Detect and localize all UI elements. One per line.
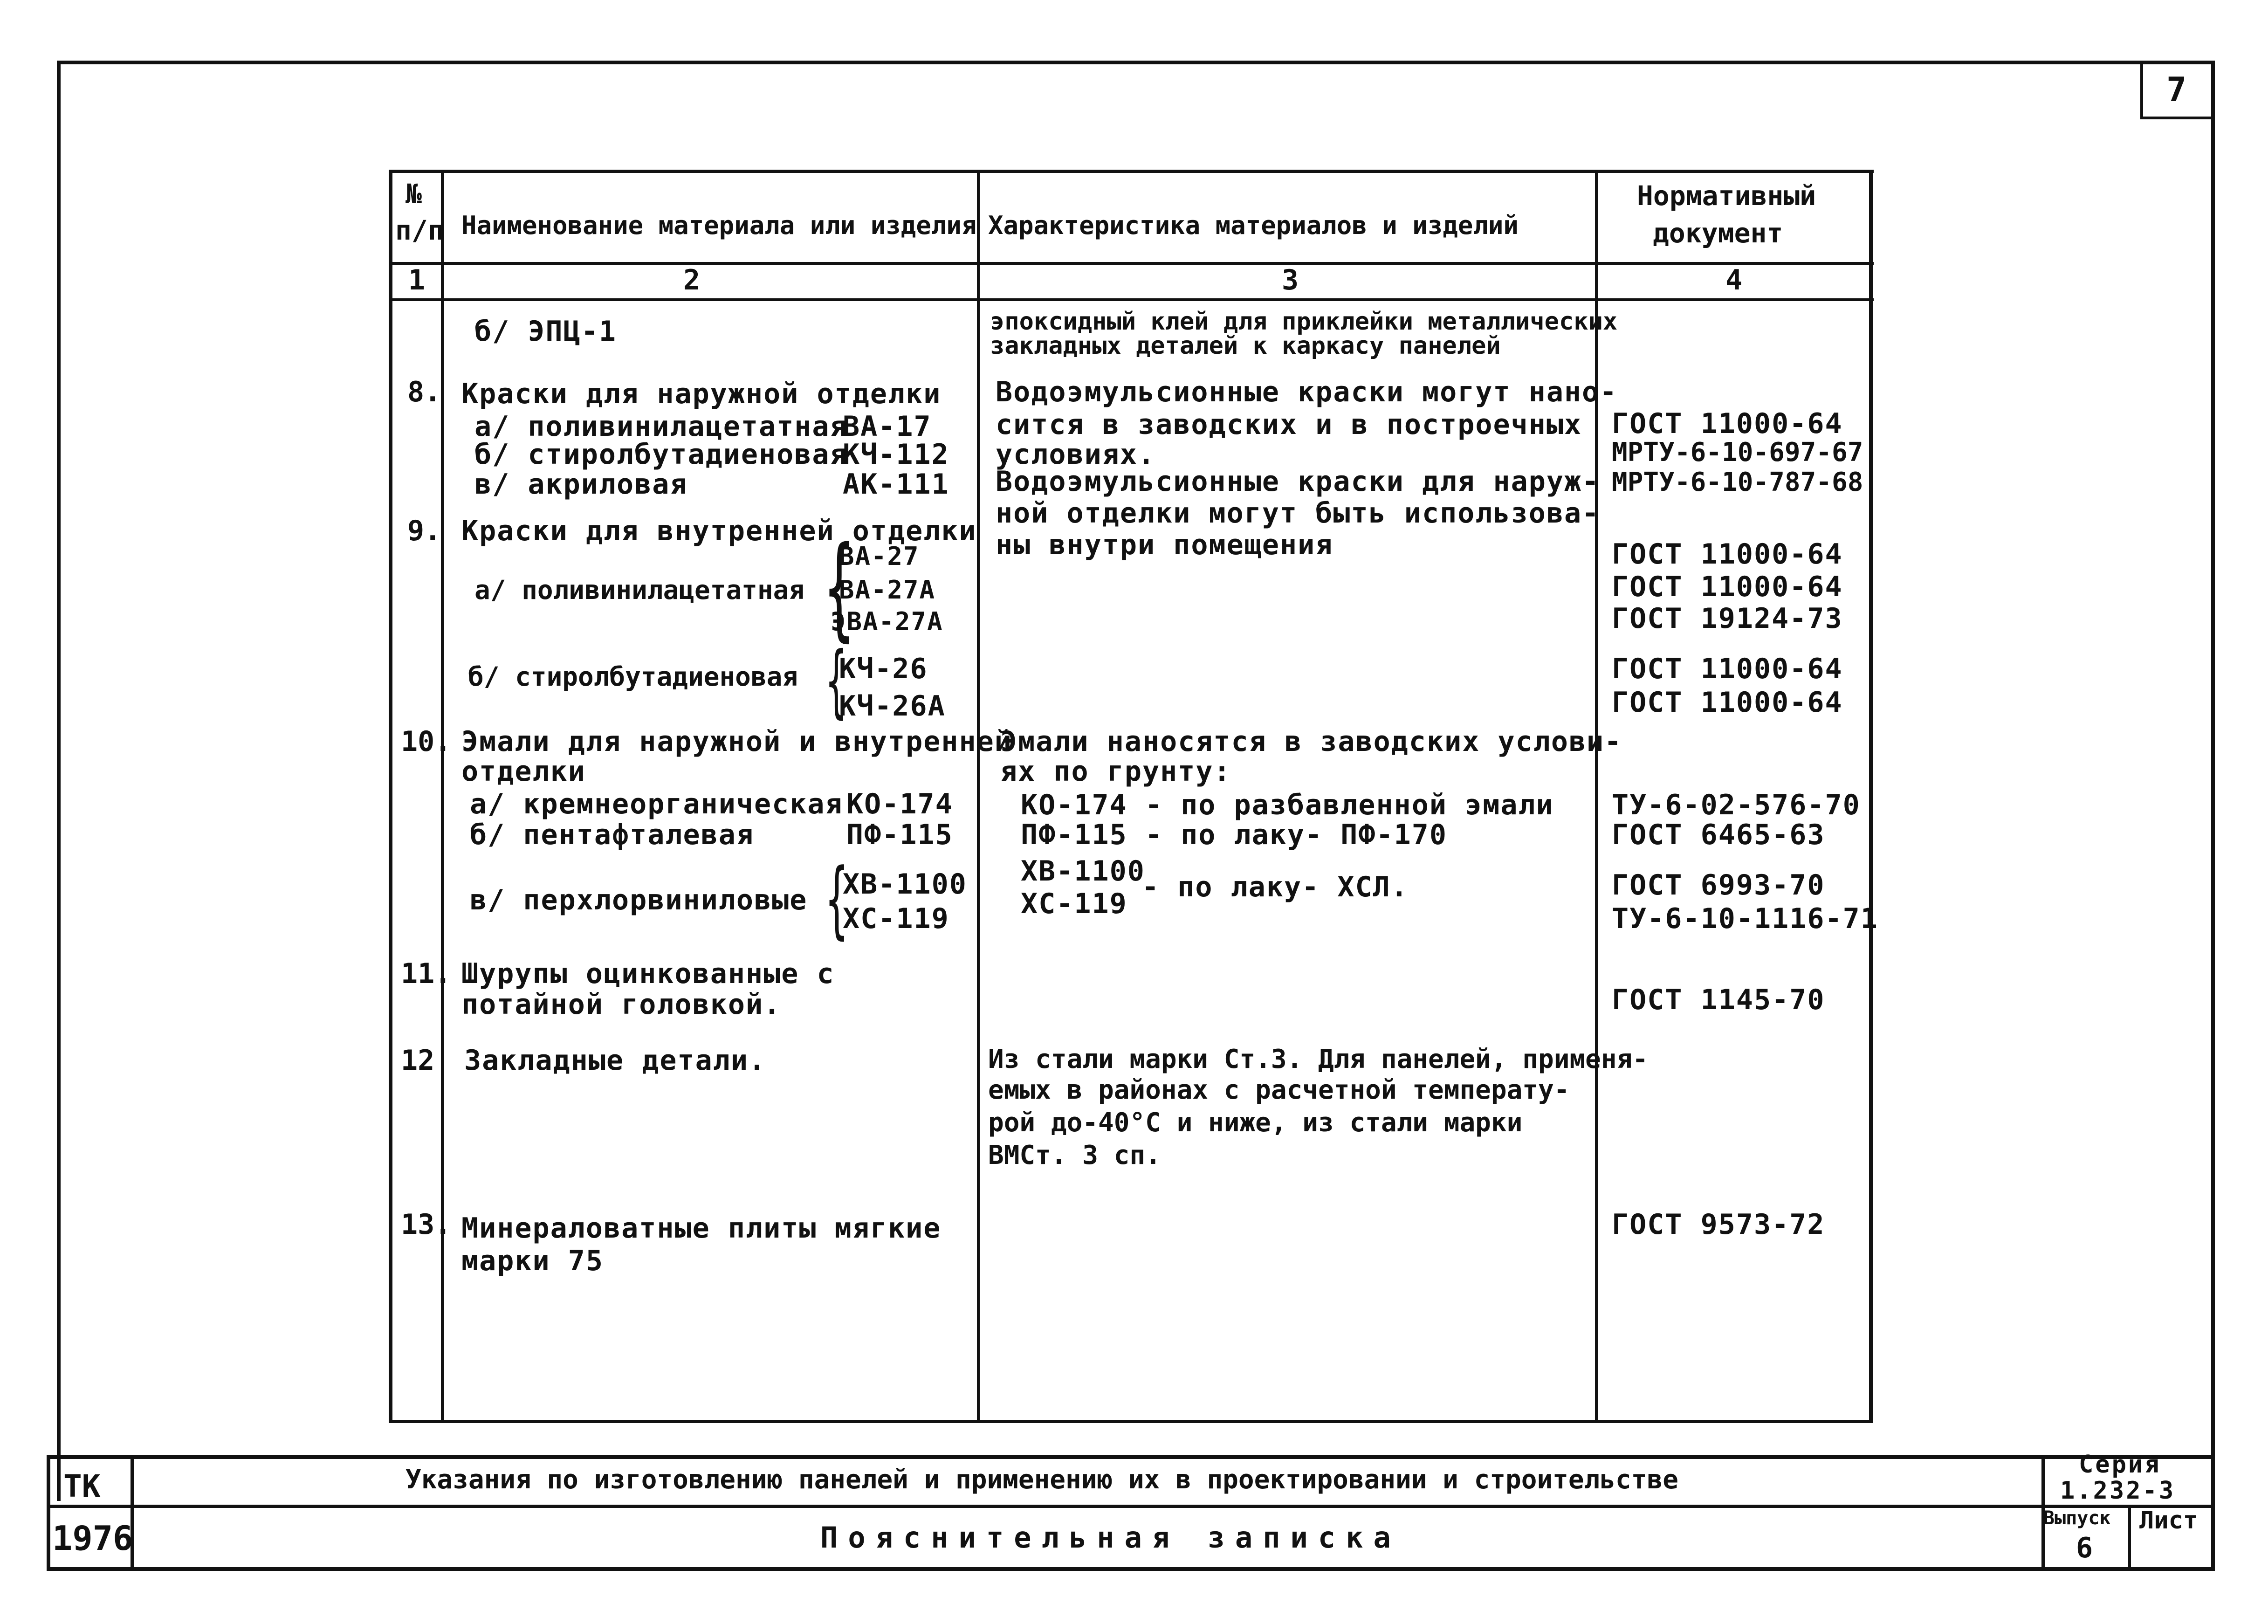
row12-desc-3: рой до-40°С и ниже, из стали марки (988, 1108, 1523, 1138)
row10-c-code-1: ХВ-1100 (843, 868, 967, 901)
row10-c-desc-1: ХВ-1100 (1021, 855, 1145, 888)
titleblock-seriya-label: Серия (2079, 1451, 2161, 1479)
table-col-line-0 (389, 170, 392, 1423)
table-col-line-3 (1595, 170, 1598, 1423)
row8-desc-5: ной отделки могут быть использова- (996, 497, 1600, 530)
colnum-1: 1 (408, 264, 426, 296)
row7b-desc-1: эпоксидный клей для приклейки металлических (990, 308, 1618, 336)
row10-c-code-2: ХС-119 (843, 902, 949, 935)
row8-doc-a: ГОСТ 11000-64 (1612, 407, 1843, 440)
row9-title: Краски для внутренней отделки (461, 515, 977, 547)
page-number: 7 (2166, 70, 2187, 109)
row9-b-label: б/ стиролбутадиеновая (468, 662, 798, 692)
header-col3: Характеристика материалов и изделий (988, 211, 1519, 240)
titleblock-tk: ТК (63, 1468, 101, 1504)
row7b-name: б/ ЭПЦ-1 (474, 315, 617, 348)
row8-title: Краски для наружной отделки (461, 378, 942, 410)
row8-item-b-code: КЧ-112 (843, 438, 949, 471)
row8-doc-b: МРТУ-6-10-697-67 (1612, 437, 1863, 468)
row9-a-doc-1: ГОСТ 11000-64 (1612, 538, 1843, 571)
header-col4-line2: документ (1653, 217, 1783, 249)
row9-a-code-1: ВА-27 (839, 542, 920, 571)
header-num-pp: п/п (395, 214, 444, 246)
row9-b-brace-icon: { (825, 635, 848, 727)
row9-a-label: а/ поливинилацетатная (474, 575, 805, 606)
colnum-4: 4 (1725, 264, 1743, 296)
row8-item-b-label: б/ стиролбутадиеновая (474, 438, 848, 471)
row9-b-doc-1: ГОСТ 11000-64 (1612, 653, 1843, 685)
titleblock-main-title: Указания по изготовлению панелей и применению их в проектировании и строительстве (405, 1465, 1678, 1495)
table-bottom (389, 1420, 1871, 1423)
row8-item-c-label: в/ акриловая (474, 468, 688, 501)
row9-b-code-1: КЧ-26 (839, 653, 928, 685)
colnum-3: 3 (1282, 264, 1299, 296)
table-header-bottom (389, 262, 1874, 265)
row10-c-brace-icon: { (825, 851, 849, 948)
row12-num: 12 (401, 1044, 435, 1077)
row10-doc-a: ТУ-6-02-576-70 (1612, 789, 1861, 821)
row8-desc-6: ны внутри помещения (996, 529, 1333, 561)
titleblock-vypusk-label: Выпуск (2043, 1507, 2111, 1529)
row10-c-doc-2: ТУ-6-10-1116-71 (1612, 902, 1878, 935)
row13-num: 13. (401, 1208, 452, 1241)
row10-c-desc-2: ХС-119 (1021, 888, 1127, 920)
row10-title-2: отделки (461, 755, 586, 788)
row10-c-doc-1: ГОСТ 6993-70 (1612, 869, 1825, 901)
row9-a-doc-3: ГОСТ 19124-73 (1612, 602, 1843, 635)
row9-num: 9. (407, 515, 441, 547)
row10-c-desc-3: - по лаку- ХСЛ. (1142, 871, 1409, 903)
titleblock-year: 1976 (52, 1519, 133, 1558)
titleblock-middle (47, 1505, 2215, 1508)
row12-desc-4: ВМСт. 3 сп. (988, 1140, 1161, 1170)
row10-desc-a: КО-174 - по разбавленной эмали (1021, 789, 1554, 821)
row9-b-code-2: КЧ-26А (839, 690, 946, 723)
row11-doc: ГОСТ 1145-70 (1612, 984, 1825, 1016)
row11-title-2: потайной головкой. (461, 988, 782, 1021)
row9-a-brace-icon: { (823, 522, 855, 653)
titleblock-list-label: Лист (2139, 1507, 2198, 1535)
row10-item-b-code: ПФ-115 (846, 819, 953, 851)
titleblock-left (47, 1455, 50, 1571)
row8-doc-c: МРТУ-6-10-787-68 (1612, 467, 1863, 497)
row10-desc-intro-2: ях по грунту: (1000, 755, 1231, 788)
row9-b-doc-2: ГОСТ 11000-64 (1612, 686, 1843, 719)
row10-item-b-label: б/ пентафталевая (470, 819, 754, 851)
table-top (389, 170, 1874, 173)
row13-title-2: марки 75 (461, 1245, 604, 1277)
table-col-line-2 (977, 170, 980, 1423)
row11-num: 11. (401, 957, 452, 990)
colnum-2: 2 (683, 264, 701, 296)
row10-c-label: в/ перхлорвиниловые (470, 884, 808, 916)
row10-title-1: Эмали для наружной и внутренней (461, 725, 1012, 758)
frame-left (57, 61, 61, 1501)
frame-bottom (47, 1567, 2215, 1571)
row12-title: Закладные детали. (464, 1044, 767, 1077)
row8-desc-4: Водоэмульсионные краски для наруж- (996, 465, 1600, 498)
titleblock-vypusk-value: 6 (2076, 1532, 2093, 1564)
row13-doc: ГОСТ 9573-72 (1612, 1208, 1825, 1241)
row12-desc-2: емых в районах с расчетной температу- (988, 1075, 1570, 1105)
row10-item-a-label: а/ кремнеорганическая (470, 788, 843, 820)
row10-num: 10. (401, 725, 452, 758)
row8-item-a-label: а/ поливинилацетатная (474, 410, 848, 443)
row8-desc-2: сится в заводских и в построечных (996, 408, 1582, 441)
row8-num: 8. (407, 376, 441, 408)
table-col-line-4 (1869, 170, 1873, 1423)
row13-title-1: Минераловатные плиты мягкие (461, 1212, 942, 1245)
row8-item-c-code: АК-111 (843, 468, 949, 501)
titleblock-subtitle: Пояснительная записка (820, 1521, 1401, 1555)
row11-title-1: Шурупы оцинкованные с (461, 957, 835, 990)
row10-desc-intro-1: Эмали наносятся в заводских услови- (1000, 725, 1622, 758)
frame-right (2211, 61, 2215, 1571)
row9-a-code-2: ВА-27А (839, 575, 936, 605)
row7b-desc-2: закладных деталей к каркасу панелей (990, 332, 1501, 360)
header-col4-line1: Нормативный (1637, 180, 1816, 212)
row9-a-code-3: ЭВА-27А (831, 607, 943, 636)
row8-item-a-code: ВА-17 (843, 410, 932, 443)
row10-desc-b: ПФ-115 - по лаку- ПФ-170 (1021, 819, 1447, 851)
page-number-box-bottom (2140, 117, 2215, 119)
titleblock-top (47, 1455, 2215, 1459)
row9-a-doc-2: ГОСТ 11000-64 (1612, 571, 1843, 603)
row12-desc-1: Из стали марки Ст.3. Для панелей, применя- (988, 1044, 1649, 1074)
header-col2: Наименование материала или изделия (461, 211, 977, 240)
page-number-box-left (2140, 61, 2143, 119)
row10-doc-b: ГОСТ 6465-63 (1612, 819, 1825, 851)
frame-top (57, 61, 2215, 64)
titleblock-col-list (2128, 1505, 2131, 1571)
row8-desc-1: Водоэмульсионные краски могут нано- (996, 376, 1618, 408)
row10-item-a-code: КО-174 (846, 788, 953, 820)
row8-desc-3: условиях. (996, 438, 1156, 471)
header-num-symbol: № (405, 178, 422, 210)
titleblock-seriya-value: 1.232-3 (2060, 1477, 2176, 1505)
table-colnum-bottom (389, 298, 1874, 301)
